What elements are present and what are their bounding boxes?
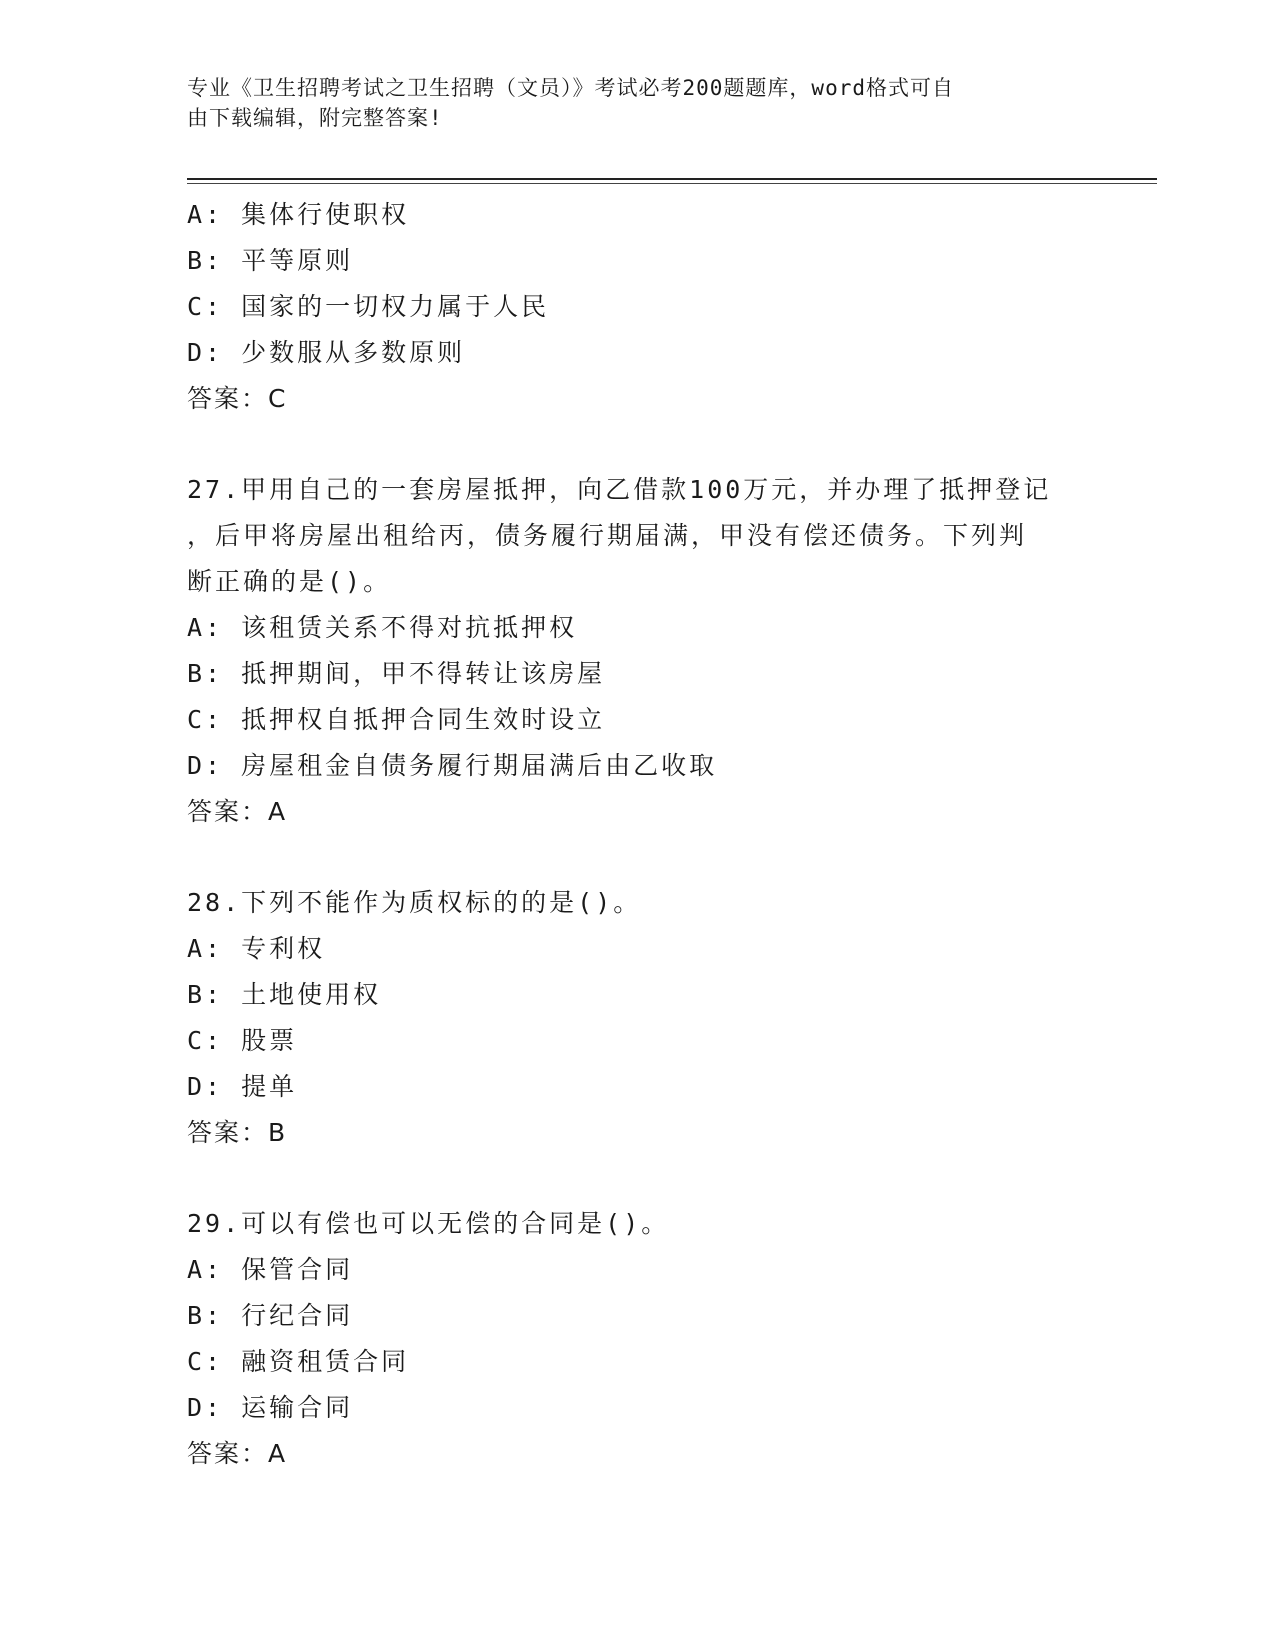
question-block-28 — [187, 880, 1087, 1156]
header-divider-thin — [187, 183, 1157, 184]
option-c: C: 融资租赁合同 — [187, 1347, 410, 1376]
answer: 答案：C — [187, 384, 288, 413]
option-c: C: 国家的一切权力属于人民 — [187, 292, 550, 321]
question-text-line: 28.下列不能作为质权标的的是()。 — [187, 888, 642, 917]
option-c: C: 抵押权自抵押合同生效时设立 — [187, 705, 606, 734]
option-d: D: 运输合同 — [187, 1393, 354, 1422]
option-a: A: 该租赁关系不得对抗抵押权 — [187, 613, 578, 642]
question-text-line: ，后甲将房屋出租给丙，债务履行期届满，甲没有偿还债务。下列判 — [187, 521, 1028, 550]
question-block-29 — [187, 1201, 1087, 1477]
option-c: C: 股票 — [187, 1026, 298, 1055]
document-header — [187, 73, 1067, 133]
option-d: D: 提单 — [187, 1072, 298, 1101]
question-block-26 — [187, 192, 1087, 422]
answer: 答案：A — [187, 797, 288, 826]
question-text-line: 27.甲用自己的一套房屋抵押，向乙借款100万元，并办理了抵押登记 — [187, 475, 1052, 504]
answer: 答案：B — [187, 1118, 288, 1147]
header-line-2: 由下载编辑，附完整答案! — [187, 106, 443, 130]
option-a: A: 保管合同 — [187, 1255, 354, 1284]
option-b: B: 平等原则 — [187, 246, 354, 275]
question-text-line: 断正确的是()。 — [187, 567, 392, 596]
option-d: D: 少数服从多数原则 — [187, 338, 466, 367]
question-list — [187, 192, 1087, 1477]
question-text-line: 29.可以有偿也可以无偿的合同是()。 — [187, 1209, 670, 1238]
option-b: B: 土地使用权 — [187, 980, 382, 1009]
header-line-1: 专业《卫生招聘考试之卫生招聘（文员）》考试必考200题题库，word格式可自 — [187, 76, 954, 100]
option-d: D: 房屋租金自债务履行期届满后由乙收取 — [187, 751, 718, 780]
question-block-27 — [187, 467, 1087, 835]
option-b: B: 抵押期间，甲不得转让该房屋 — [187, 659, 606, 688]
option-a: A: 专利权 — [187, 934, 326, 963]
option-b: B: 行纪合同 — [187, 1301, 354, 1330]
option-a: A: 集体行使职权 — [187, 200, 410, 229]
answer: 答案：A — [187, 1439, 288, 1468]
header-divider-thick — [187, 178, 1157, 180]
